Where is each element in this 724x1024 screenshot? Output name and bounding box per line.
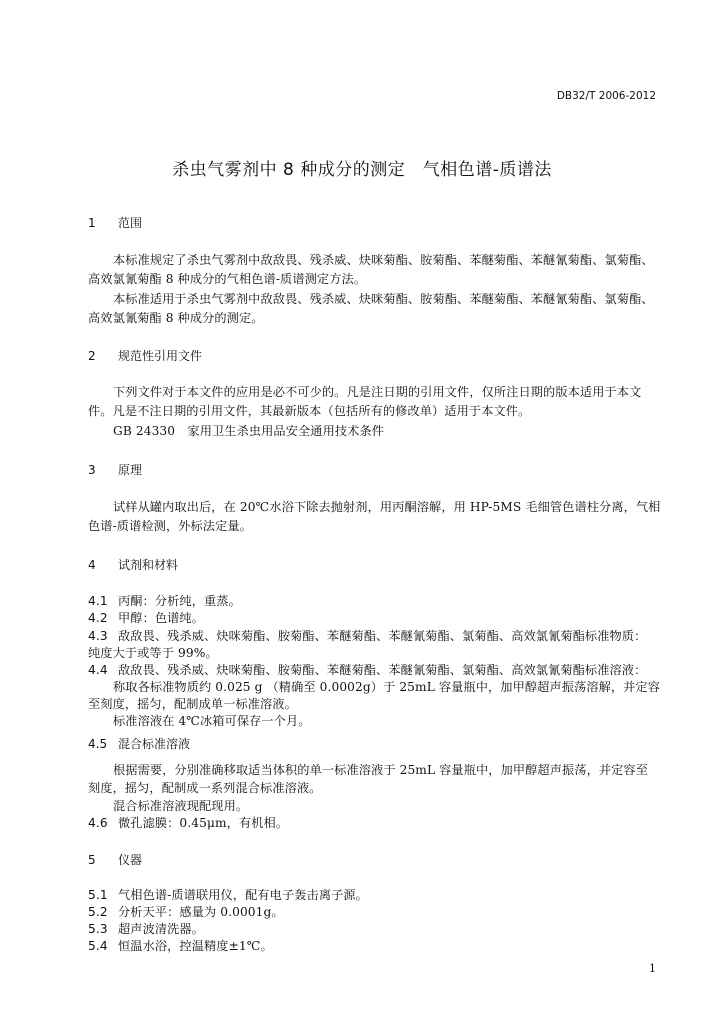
document-title: 杀虫气雾剂中 8 种成分的测定 气相色谱-质谱法: [172, 160, 552, 180]
paragraph-line: 下列文件对于本文件的应用是必不可少的。凡是注日期的引用文件，仅所注日期的版本适用于本文: [113, 385, 642, 399]
paragraph-line: 混合标准溶液现配现用。: [113, 799, 249, 813]
paragraph-line: 色谱-质谱检测，外标法定量。: [88, 519, 252, 533]
paragraph-line: 高效氯氰菊酯 8 种成分的测定。: [88, 311, 264, 325]
list-item-continuation: 称取各标准物质约 0.025 g （精确至 0.0002g）于 25mL 容量瓶中，加甲醇超声振荡溶解，并定容: [113, 680, 661, 694]
section-heading: 3 原理: [88, 463, 143, 477]
list-item: 4.2 甲醇：色谱纯。: [88, 611, 205, 625]
section-heading: 2 规范性引用文件: [88, 349, 203, 363]
paragraph-line: 试样从罐内取出后，在 20℃水浴下除去抛射剂，用丙酮溶解，用 HP-5MS 毛细管色谱柱分离，气相: [113, 500, 661, 514]
paragraph-line: 本标准适用于杀虫气雾剂中敌敌畏、残杀威、炔咪菊酯、胺菊酯、苯醚菊酯、苯醚氰菊酯、氯菊酯、: [113, 292, 654, 306]
list-item: 4.1 丙酮：分析纯，重蒸。: [88, 594, 241, 608]
list-item: 5.2 分析天平：感量为 0.0001g。: [88, 905, 284, 919]
list-item-continuation: 纯度大于或等于 99%。: [88, 646, 218, 660]
standard-number: DB32/T 2006-2012: [556, 90, 656, 102]
list-item: 5.1 气相色谱-质谱联用仪，配有电子轰击离子源。: [88, 888, 368, 902]
page-number: 1: [649, 962, 656, 975]
paragraph-line: 刻度，摇匀，配制成一系列混合标准溶液。: [88, 781, 322, 795]
paragraph-line: 根据需要，分别准确移取适当体积的单一标准溶液于 25mL 容量瓶中，加甲醇超声振荡，并定容至: [113, 763, 649, 777]
list-item-continuation: 标准溶液在 4℃冰箱可保存一个月。: [113, 714, 311, 728]
paragraph-line: 本标准规定了杀虫气雾剂中敌敌畏、残杀威、炔咪菊酯、胺菊酯、苯醚菊酯、苯醚氰菊酯、氯菊酯、: [113, 253, 654, 267]
subsection-heading: 4.5 混合标准溶液: [88, 737, 191, 751]
list-item: 5.4 恒温水浴，控温精度±1℃。: [88, 939, 273, 953]
list-item: 5.3 超声波清洗器。: [88, 922, 205, 936]
list-item-continuation: 至刻度，摇匀，配制成单一标准溶液。: [88, 697, 297, 711]
paragraph-line: 件。凡是不注日期的引用文件，其最新版本（包括所有的修改单）适用于本文件。: [88, 404, 531, 418]
section-heading: 4 试剂和材料: [88, 558, 179, 572]
list-item: 4.6 微孔滤膜：0.45μm，有机相。: [88, 816, 289, 830]
list-item: 4.4 敌敌畏、残杀威、炔咪菊酯、胺菊酯、苯醚菊酯、苯醚氰菊酯、氯菊酯、高效氯氰菊酯标准溶液：: [88, 663, 647, 677]
section-heading: 1 范围: [88, 216, 143, 230]
paragraph-line: 高效氯氰菊酯 8 种成分的气相色谱-质谱测定方法。: [88, 272, 367, 286]
section-heading: 5 仪器: [88, 853, 143, 867]
reference-line: GB 24330 家用卫生杀虫用品安全通用技术条件: [113, 424, 385, 438]
list-item: 4.3 敌敌畏、残杀威、炔咪菊酯、胺菊酯、苯醚菊酯、苯醚氰菊酯、氯菊酯、高效氯氰菊酯标准物质：: [88, 629, 647, 643]
